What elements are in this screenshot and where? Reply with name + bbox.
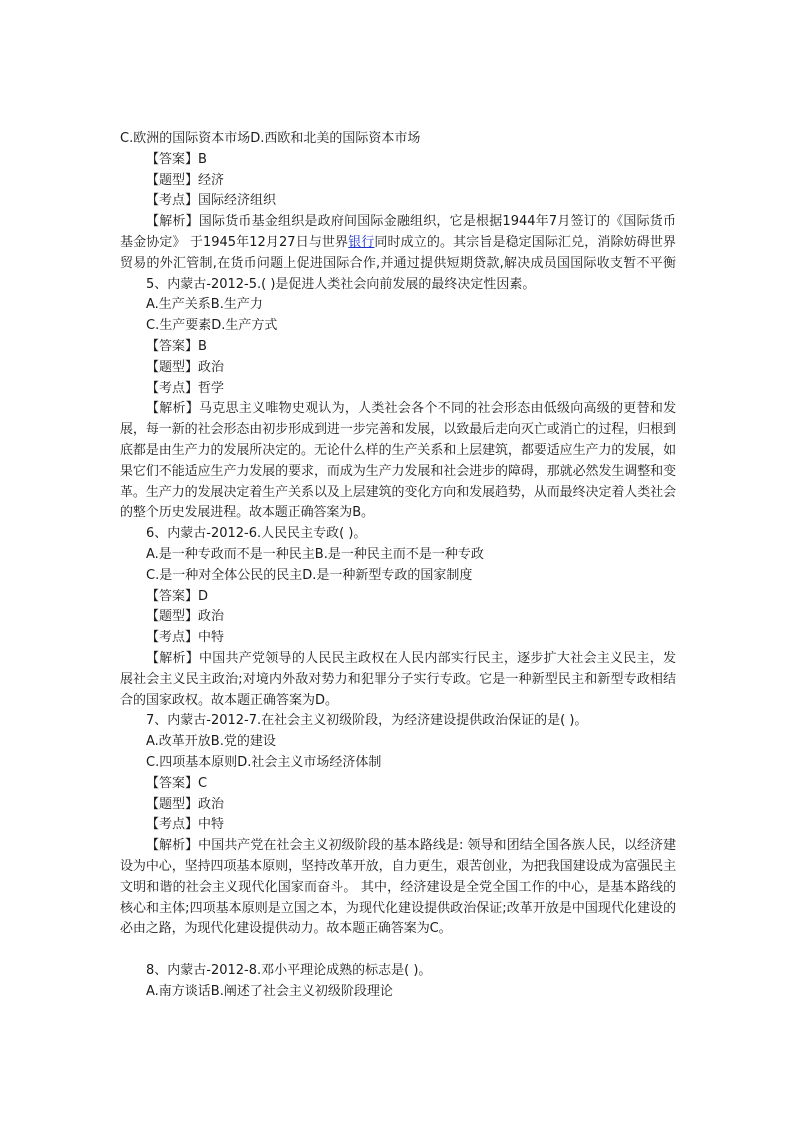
q6-point: 【考点】中特 xyxy=(146,630,225,646)
q7-option-ab: A.改革开放B.党的建设 xyxy=(146,734,276,750)
q5-answer: 【答案】B xyxy=(146,338,207,354)
q6-option-ab: A.是一种专政而不是一种民主B.是一种民主而不是一种专政 xyxy=(146,546,484,562)
q5-analysis: 【解析】马克思主义唯物史观认为，人类社会各个不同的社会形态由低级向高级的更替和发展，每一新的社会形态由初步形成到进一步完善和发展，以致最后走向灭亡或消亡的过程，归根到底都是由生产力的发展所决定的。无论什么样的生产关系和上层建筑，都要适应生产力的发展，如果它们不能适应生产力发展的要求，而成为生产力发展和社会进步的障碍，那就必然发生调整和变革。生产力的发展决定着生产关系以及上层建筑的变化方向和发展趋势，从而最终决定着人类社会的整个历史发展进程。故本题正确答案为B。 xyxy=(120,401,676,521)
q7-option-cd: C.四项基本原则D.社会主义市场经济体制 xyxy=(146,754,382,770)
q4-answer: 【答案】B xyxy=(146,151,207,167)
q4-point: 【考点】国际经济组织 xyxy=(146,193,277,209)
q6-option-cd: C.是一种对全体公民的民主D.是一种新型专政的国家制度 xyxy=(146,567,473,583)
q7-analysis: 【解析】中国共产党在社会主义初级阶段的基本路线是: 领导和团结全国各族人民，以经济建设为中心，坚持四项基本原则，坚持改革开放，自力更生，艰苦创业，为把我国建设成为富强民主文明和谐的社会主义现代化国家而奋斗。 其中，经济建设是全党全国工作的中心，是基本路线的核心和主体;四项基本原则是立国之本，为现代化建设提供政治保证;改革开放是中国现代化建设的必由之路，为现代化建设提供动力。故本题正确答案为C。 xyxy=(120,838,676,937)
q5-point: 【考点】哲学 xyxy=(146,380,225,396)
q5-option-ab: A.生产关系B.生产力 xyxy=(146,297,263,313)
document-body xyxy=(120,129,676,1003)
q6-question: 6、内蒙古-2012-6.人民民主专政( )。 xyxy=(146,526,367,542)
q4-type: 【题型】经济 xyxy=(146,172,225,188)
q4-option-cd: C.欧洲的国际资本市场D.西欧和北美的国际资本市场 xyxy=(120,131,421,146)
q4-analysis-after: 同时成立的。其宗旨是稳定国际汇兑，消除妨碍世界贸易的外汇管制,在货币问题上促进国际合作,并通过提供短期贷款,解决成员国国际收支暂不平衡 xyxy=(120,234,676,271)
q4-analysis xyxy=(120,212,676,274)
q8-question: 8、内蒙古-2012-8.邓小平理论成熟的标志是( )。 xyxy=(146,962,432,978)
q6-analysis: 【解析】中国共产党领导的人民民主政权在人民内部实行民主，逐步扩大社会主义民主，发展社会主义民主政治;对境内外敌对势力和犯罪分子实行专政。它是一种新型民主和新型专政相结合的国家政权。故本题正确答案为D。 xyxy=(120,650,676,708)
q7-answer: 【答案】C xyxy=(146,775,208,791)
bank-link[interactable]: 银行 xyxy=(348,234,375,250)
q5-type: 【题型】政治 xyxy=(146,359,225,375)
q6-type: 【题型】政治 xyxy=(146,609,225,625)
q7-point: 【考点】中特 xyxy=(146,817,225,833)
q6-answer: 【答案】D xyxy=(146,588,209,604)
q8-option-ab: A.南方谈话B.阐述了社会主义初级阶段理论 xyxy=(146,983,393,999)
q5-option-cd: C.生产要素D.生产方式 xyxy=(146,318,278,334)
q7-question: 7、内蒙古-2012-7.在社会主义初级阶段，为经济建设提供政治保证的是( )。 xyxy=(146,713,588,729)
q7-type: 【题型】政治 xyxy=(146,796,225,812)
q5-question: 5、内蒙古-2012-5.( )是促进人类社会向前发展的最终决定性因素。 xyxy=(146,276,536,292)
q4-analysis-before: 【解析】国际货币基金组织是政府间国际金融组织，它是根据1944年7月签订的《国际货币基金协定》 于1945年12月27日与世界 xyxy=(120,214,676,250)
